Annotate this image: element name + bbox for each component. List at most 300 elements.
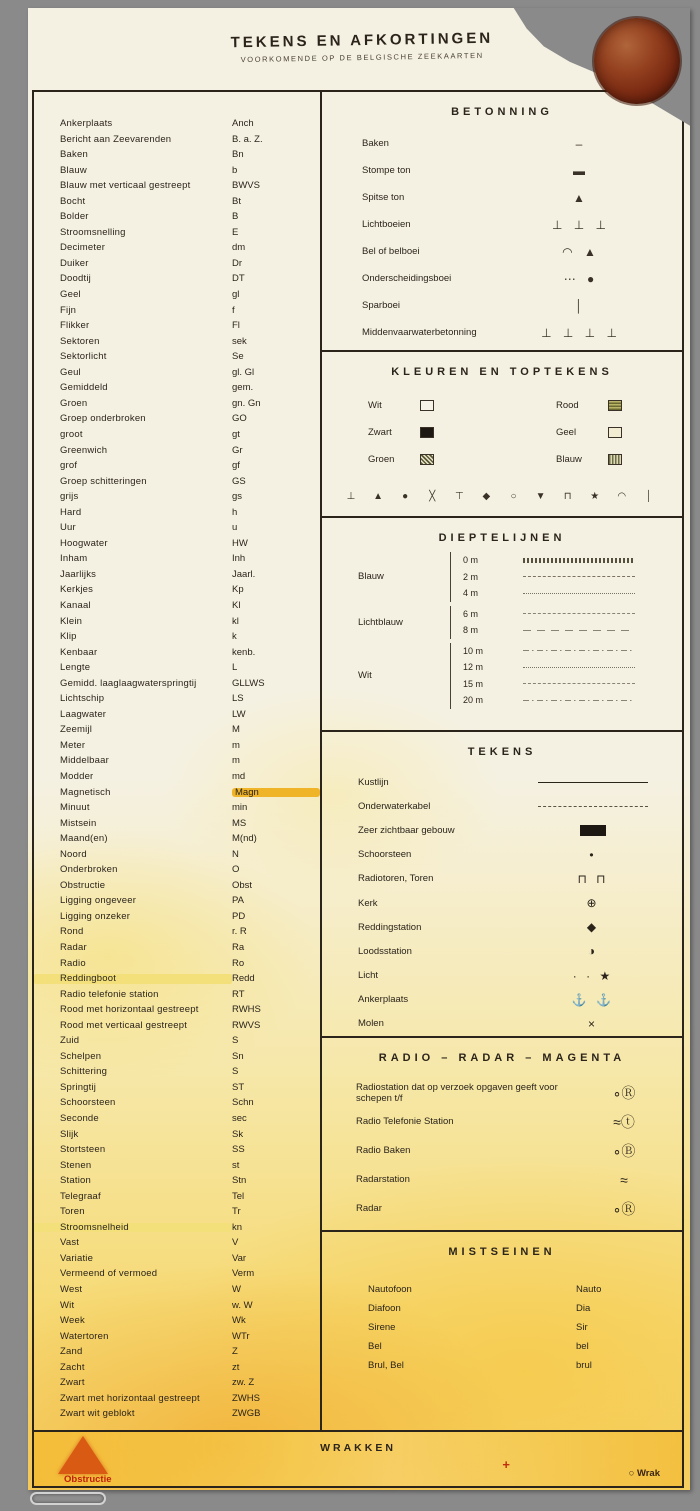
tekens-row <box>358 770 658 794</box>
abbreviation-value: Jaarl. <box>232 568 256 580</box>
color-label: Rood <box>556 400 579 411</box>
abbreviation-value: b <box>232 164 238 176</box>
depth-line-sample <box>523 593 635 594</box>
abbreviation-value: HW <box>232 537 248 549</box>
abbreviation-row <box>34 738 320 754</box>
abbreviation-value: md <box>232 770 246 782</box>
depth-rows <box>450 606 664 639</box>
tekens-row <box>358 867 658 891</box>
term-label: Doodtij <box>60 273 91 285</box>
term-label: Schittering <box>60 1066 108 1078</box>
abbreviation-row <box>34 878 320 894</box>
abbreviation-row <box>34 567 320 583</box>
depth-row <box>463 552 664 569</box>
depth-line-sample <box>523 683 635 684</box>
color-item <box>556 419 622 446</box>
abbreviation-row <box>34 1064 320 1080</box>
term-label: Maand(en) <box>60 833 108 845</box>
red-seal-sticker <box>594 18 680 104</box>
abbreviation-row <box>34 365 320 381</box>
abbreviation-value: Ro <box>232 957 245 969</box>
radio-row <box>356 1194 656 1223</box>
abbreviation-value: dm <box>232 242 246 254</box>
term-label: Zwart <box>60 1377 85 1389</box>
color-item <box>368 419 434 446</box>
section-title-wrakken: WRAKKEN <box>320 1442 396 1454</box>
tekens-symbol-box <box>528 896 658 910</box>
scrollbar-thumb[interactable] <box>30 1492 106 1505</box>
abbreviation-row <box>34 349 320 365</box>
tekens-symbol-box <box>528 825 658 836</box>
tekens-label: Radiotoren, Toren <box>358 873 434 885</box>
tekens-label: Reddingstation <box>358 921 422 933</box>
term-label: Groep onderbroken <box>60 413 146 425</box>
buoy-label: Middenvaarwaterbetonning <box>362 327 477 338</box>
tekens-label: Kerk <box>358 897 378 909</box>
term-label: Modder <box>60 770 94 782</box>
term-label: Klip <box>60 631 77 643</box>
abbreviation-value: Fl <box>232 320 240 332</box>
abbreviation-row <box>34 1313 320 1329</box>
depth-line-sample <box>523 667 635 668</box>
conspicuous-building-icon <box>580 825 606 836</box>
color-label: Geel <box>556 427 577 438</box>
abbreviation-value: kl <box>232 615 239 627</box>
tekens-row <box>358 915 658 939</box>
term-label: Geul <box>60 366 81 378</box>
abbreviation-list <box>34 92 322 1430</box>
abbreviation-value: gf <box>232 460 240 472</box>
buoy-label: Sparboei <box>362 300 401 311</box>
yellow-swatch-icon <box>608 427 622 438</box>
section-title-dieptelijnen: DIEPTELIJNEN <box>438 532 566 544</box>
tekens-symbol-box <box>528 944 658 958</box>
term-label: Blauw <box>60 164 87 176</box>
depth-line-sample <box>523 650 635 651</box>
depth-value: 2 m <box>463 571 479 582</box>
depth-value: 10 m <box>463 645 484 656</box>
radio-symbol-icon: ∘Ⓑ <box>612 1142 636 1159</box>
depth-row <box>463 692 664 709</box>
buoy-symbol-icon: ◠ ▲ <box>562 244 600 259</box>
topmark-icon: ⊓ <box>563 491 572 502</box>
color-label: Wit <box>368 400 382 411</box>
abbreviation-value: gl <box>232 289 240 301</box>
green-swatch-icon <box>420 454 434 465</box>
depth-group <box>358 606 664 639</box>
buoy-symbol-icon: ⊥ ⊥ ⊥ <box>551 217 611 232</box>
abbreviation-row <box>34 924 320 940</box>
abbreviation-value: Tr <box>232 1206 241 1218</box>
term-label: Baken <box>60 149 88 161</box>
abbreviation-value: w. W <box>232 1299 253 1311</box>
abbreviation-value: gs <box>232 491 243 503</box>
page-title: TEKENS EN AFKORTINGEN <box>230 29 494 52</box>
abbreviation-value: gem. <box>232 382 254 394</box>
section-title-tekens: TEKENS <box>467 746 537 758</box>
abbreviation-row <box>34 396 320 412</box>
topmark-icon: ▲ <box>373 491 384 502</box>
abbreviation-row <box>34 785 320 801</box>
radio-row <box>356 1136 656 1165</box>
abbreviation-row <box>34 1173 320 1189</box>
abbreviation-row <box>34 287 320 303</box>
abbreviation-row <box>34 1375 320 1391</box>
depth-value: 4 m <box>463 588 479 599</box>
tekens-symbol-box <box>528 848 658 862</box>
section-title-mistseinen: MISTSEINEN <box>448 1246 556 1258</box>
abbreviation-value: PA <box>232 895 244 907</box>
depth-row <box>463 622 664 639</box>
abbreviation-value: st <box>232 1159 240 1171</box>
term-label: Lengte <box>60 662 91 674</box>
term-label: Hard <box>60 506 82 518</box>
fog-signal-row <box>368 1318 622 1337</box>
term-label: Klein <box>60 615 83 627</box>
tekens-row <box>358 939 658 963</box>
abbreviation-row <box>34 520 320 536</box>
tekens-symbol-box <box>528 1017 658 1031</box>
abbreviation-value: RT <box>232 988 245 1000</box>
abbreviation-row <box>34 1080 320 1096</box>
abbreviation-value: M(nd) <box>232 833 257 845</box>
abbreviation-value: B <box>232 211 239 223</box>
term-label: Gemidd. laaglaagwaterspringtij <box>60 677 197 689</box>
color-item <box>368 446 434 473</box>
term-label: Stroomsnelheid <box>34 1223 232 1233</box>
radio-symbol-icon: ∘Ⓡ <box>612 1084 636 1101</box>
buoy-label: Bel of belboei <box>362 246 420 257</box>
abbreviation-row <box>34 458 320 474</box>
abbreviation-value: S <box>232 1035 239 1047</box>
term-label: Telegraaf <box>60 1190 101 1202</box>
solid-line-icon <box>538 782 648 783</box>
fog-signal-row <box>368 1280 622 1299</box>
color-label: Groen <box>368 454 395 465</box>
abbreviation-value: Redd <box>232 973 255 985</box>
abbreviation-value: S <box>232 1066 239 1078</box>
abbreviation-row <box>34 1158 320 1174</box>
tekens-symbol-icon: ⚓ ⚓ <box>571 992 615 1007</box>
abbreviation-row <box>34 940 320 956</box>
tekens-label: Loodsstation <box>358 945 412 957</box>
depth-value: 0 m <box>463 555 479 566</box>
abbreviation-row <box>34 334 320 350</box>
abbreviation-row <box>34 909 320 925</box>
abbreviation-row <box>34 178 320 194</box>
section-betonning <box>322 92 682 352</box>
term-label: West <box>60 1284 83 1296</box>
tekens-row <box>358 964 658 988</box>
betonning-row <box>362 238 656 265</box>
abbreviation-row <box>34 318 320 334</box>
abbreviation-value: kenb. <box>232 646 256 658</box>
tekens-label: Licht <box>358 970 379 982</box>
tekens-label: Kustlijn <box>358 776 389 788</box>
fog-signal-label: Sirene <box>368 1322 396 1333</box>
abbreviation-value: BWVS <box>232 180 260 192</box>
term-label: grof <box>60 460 78 472</box>
betonning-row <box>362 292 656 319</box>
buoy-symbol-icon: ▬ <box>573 163 589 178</box>
term-label: Schoorsteen <box>60 1097 116 1109</box>
abbreviation-value: GS <box>232 475 246 487</box>
term-label: Duiker <box>60 257 89 269</box>
tekens-row <box>358 988 658 1012</box>
abbreviation-row <box>34 1235 320 1251</box>
depth-line-sample <box>523 700 635 701</box>
depth-group <box>358 552 664 602</box>
abbreviation-value: PD <box>232 910 246 922</box>
tekens-symbol-icon: • <box>589 847 597 862</box>
radio-row <box>356 1165 656 1194</box>
term-label: Ligging onzeker <box>60 910 131 922</box>
betonning-row <box>362 184 656 211</box>
color-item <box>556 392 622 419</box>
abbreviation-row <box>34 629 320 645</box>
abbreviation-row <box>34 816 320 832</box>
section-title-kleuren: KLEUREN EN TOPTEKENS <box>391 366 613 378</box>
betonning-row <box>362 265 656 292</box>
abbreviation-value: GO <box>232 413 247 425</box>
abbreviation-value: h <box>232 506 238 518</box>
depth-value: 12 m <box>463 662 484 673</box>
depth-value: 20 m <box>463 695 484 706</box>
white-swatch-icon <box>420 400 434 411</box>
betonning-row <box>362 130 656 157</box>
term-label: Inham <box>60 553 88 565</box>
abbreviation-value: Kp <box>232 584 244 596</box>
abbreviation-row <box>34 194 320 210</box>
abbreviation-value: Schn <box>232 1097 254 1109</box>
term-label: Decimeter <box>60 242 106 254</box>
abbreviation-value: Gr <box>232 444 243 456</box>
depth-row <box>463 606 664 623</box>
term-label: Greenwich <box>60 444 108 456</box>
abbreviation-value: N <box>232 848 239 860</box>
fog-signal-row <box>368 1356 622 1375</box>
term-label: Vermeend of vermoed <box>60 1268 158 1280</box>
abbreviation-value: Sn <box>232 1050 244 1062</box>
abbreviation-value: Obst <box>232 879 253 891</box>
abbreviation-row <box>34 1251 320 1267</box>
term-label: grijs <box>60 491 79 503</box>
tekens-symbol-box <box>528 872 658 886</box>
term-label: Geel <box>60 289 81 301</box>
abbreviation-row <box>34 1204 320 1220</box>
abbreviation-row <box>34 116 320 132</box>
abbreviation-value: Kl <box>232 599 241 611</box>
abbreviation-row <box>34 660 320 676</box>
tekens-label: Onderwaterkabel <box>358 800 431 812</box>
term-label: Kerkjes <box>60 584 94 596</box>
abbreviation-value: Magn <box>232 788 320 798</box>
term-label: Toren <box>60 1206 85 1218</box>
radio-label: Radiostation dat op verzoek opgaven geeft voor schepen t/f <box>356 1081 558 1104</box>
term-label: Ankerplaats <box>60 118 113 130</box>
buoy-symbol-icon: ⋯ ● <box>563 271 599 286</box>
term-label: Onderbroken <box>60 864 118 876</box>
tekens-row <box>358 891 658 915</box>
abbreviation-value: RWVS <box>232 1019 261 1031</box>
abbreviation-row <box>34 1095 320 1111</box>
abbreviation-row <box>34 225 320 241</box>
fog-signal-abbreviation: brul <box>576 1360 592 1371</box>
tekens-symbol-box <box>528 969 658 983</box>
abbreviation-row <box>34 442 320 458</box>
fog-signal-abbreviation: Nauto <box>576 1284 602 1295</box>
abbreviation-value: W <box>232 1284 241 1296</box>
abbreviation-row <box>34 1142 320 1158</box>
abbreviation-value: SS <box>232 1144 245 1156</box>
term-label: Kanaal <box>60 599 91 611</box>
depth-rows <box>450 552 664 602</box>
term-label: Zwart wit geblokt <box>60 1408 135 1420</box>
term-label: Kenbaar <box>60 646 98 658</box>
depth-value: 8 m <box>463 625 479 636</box>
abbreviation-value: Tel <box>232 1190 245 1202</box>
abbreviation-value: Bt <box>232 195 241 207</box>
depth-row <box>463 585 664 602</box>
abbreviation-row <box>34 271 320 287</box>
radio-label: Radarstation <box>356 1174 410 1185</box>
radio-label: Radio Telefonie Station <box>356 1116 454 1127</box>
abbreviation-value: m <box>232 739 240 751</box>
abbreviation-value: Ra <box>232 942 245 953</box>
tekens-symbol-icon: · · ★ <box>572 968 614 983</box>
tekens-symbol-icon: ⊕ <box>586 896 600 911</box>
buoy-label: Onderscheidingsboei <box>362 273 452 284</box>
term-label: Jaarlijks <box>60 568 97 580</box>
abbreviation-row <box>34 831 320 847</box>
abbreviation-value: RWHS <box>232 1004 261 1016</box>
term-label: Laagwater <box>60 708 107 720</box>
term-label: Zacht <box>60 1361 85 1373</box>
tekens-row <box>358 1012 658 1036</box>
topmark-icon: ★ <box>590 491 600 502</box>
term-label: Flikker <box>60 320 90 332</box>
tekens-label: Schoorsteen <box>358 849 412 861</box>
term-label: Rood met verticaal gestreept <box>60 1019 188 1031</box>
abbreviation-value: Var <box>232 1252 247 1264</box>
tekens-row <box>358 794 658 818</box>
term-label: Obstructie <box>60 879 106 891</box>
term-label: Uur <box>60 522 76 534</box>
buoy-label: Spitse ton <box>362 192 405 203</box>
abbreviation-row <box>34 614 320 630</box>
tekens-label: Zeer zichtbaar gebouw <box>358 824 455 836</box>
abbreviation-value: B. a. Z. <box>232 133 263 145</box>
term-label: Stenen <box>60 1159 92 1171</box>
term-label: Bericht aan Zeevarenden <box>60 133 172 145</box>
term-label: Zand <box>60 1346 83 1358</box>
section-wrakken <box>34 1430 682 1486</box>
buoy-symbol-icon: ▲ <box>573 190 589 205</box>
depth-rows <box>450 643 664 709</box>
betonning-row <box>362 157 656 184</box>
fog-signal-row <box>368 1299 622 1318</box>
abbreviation-row <box>34 1391 320 1407</box>
buoy-symbol-icon: – <box>575 136 587 151</box>
radio-symbol-icon: ≈ <box>620 1171 628 1188</box>
topmark-icon: ○ <box>510 491 517 502</box>
tekens-symbol-icon: ◆ <box>586 920 600 935</box>
tekens-symbol-box <box>528 782 658 783</box>
chart-legend-sheet <box>28 8 690 1490</box>
abbreviation-row <box>34 147 320 163</box>
abbreviation-row <box>34 1049 320 1065</box>
term-label: Sektorlicht <box>60 351 107 363</box>
topmark-icon: ╳ <box>429 491 436 502</box>
term-label: Groen <box>60 397 88 409</box>
abbreviation-row <box>34 474 320 490</box>
abbreviation-row <box>34 645 320 661</box>
topmark-icon: ⊤ <box>454 491 464 502</box>
obstruction-triangle-icon <box>58 1436 108 1474</box>
abbreviation-row <box>34 582 320 598</box>
abbreviation-value: Verm <box>232 1268 255 1280</box>
abbreviation-value: f <box>232 304 235 316</box>
depth-row <box>463 643 664 660</box>
tekens-row <box>358 843 658 867</box>
buoy-label: Baken <box>362 138 389 149</box>
betonning-row <box>362 319 656 346</box>
abbreviation-value: gt <box>232 428 240 440</box>
term-label: Zwart met horizontaal gestreept <box>60 1392 200 1404</box>
abbreviation-row <box>34 971 320 987</box>
abbreviation-value: gn. Gn <box>232 397 261 409</box>
abbreviation-row <box>34 536 320 552</box>
abbreviation-value: Stn <box>232 1175 247 1187</box>
abbreviation-row <box>34 707 320 723</box>
fog-signal-abbreviation: Dia <box>576 1303 591 1314</box>
radio-row <box>356 1107 656 1136</box>
fog-signal-label: Brul, Bel <box>368 1360 404 1371</box>
buoy-symbol-icon: ⊥ ⊥ ⊥ ⊥ <box>541 325 621 340</box>
abbreviation-value: Se <box>232 351 244 363</box>
abbreviation-value: Sk <box>232 1128 244 1140</box>
abbreviation-row <box>34 1127 320 1143</box>
abbreviation-value: ST <box>232 1081 245 1093</box>
tekens-symbol-icon: ⊓ ⊓ <box>577 871 609 886</box>
abbreviation-row <box>34 691 320 707</box>
depth-line-sample <box>523 630 635 631</box>
abbreviation-value: ZWHS <box>232 1392 260 1404</box>
term-label: Schelpen <box>60 1050 102 1062</box>
abbreviation-row <box>34 956 320 972</box>
depth-color-label: Wit <box>358 670 372 681</box>
radio-symbol-icon: ∘Ⓡ <box>612 1200 636 1217</box>
section-dieptelijnen <box>322 518 682 732</box>
section-title-betonning: BETONNING <box>451 106 553 118</box>
radio-symbol-icon: ≈ⓣ <box>613 1113 635 1130</box>
tekens-row <box>358 818 658 842</box>
depth-value: 15 m <box>463 678 484 689</box>
abbreviation-row <box>34 427 320 443</box>
term-label: Zuid <box>60 1035 80 1047</box>
term-label: Radar <box>60 942 87 953</box>
topmark-icon: ● <box>402 491 409 502</box>
abbreviation-value: min <box>232 802 248 814</box>
abbreviation-value: Dr <box>232 257 243 269</box>
term-label: Reddingboot <box>34 974 232 984</box>
tekens-symbol-box <box>528 993 658 1007</box>
abbreviation-row <box>34 753 320 769</box>
abbreviation-row <box>34 676 320 692</box>
abbreviation-row <box>34 240 320 256</box>
term-label: Bocht <box>60 195 86 207</box>
topmark-icon: │ <box>645 491 652 502</box>
